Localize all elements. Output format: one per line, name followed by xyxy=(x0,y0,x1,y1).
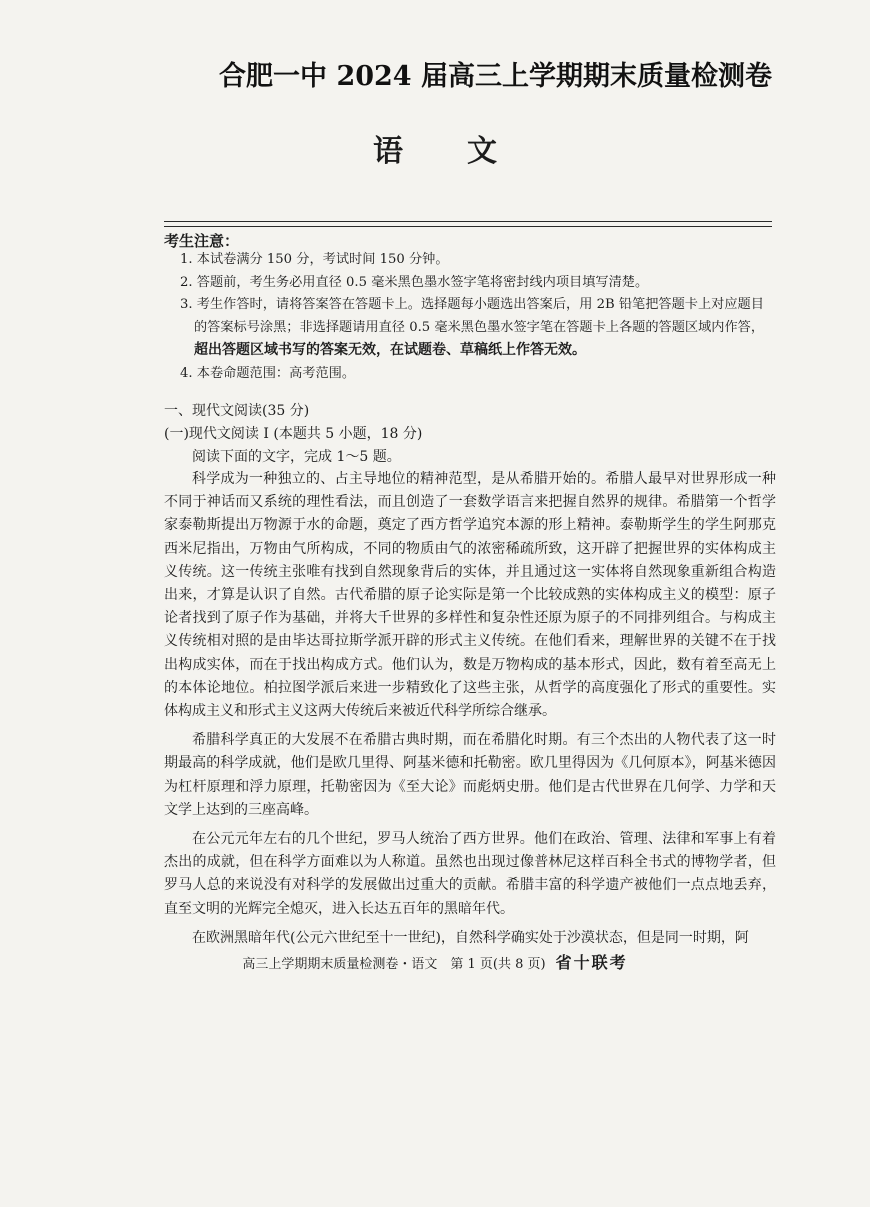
subject-heading xyxy=(0,126,870,170)
passage-paragraph-3: 在公元元年左右的几个世纪，罗马人统治了西方世界。他们在政治、管理、法律和军事上有着杰出的成就，但在科学方面难以为人称道。虽然也出现过像普林尼这样百科全书式的博物学者，但罗马人总的来说没有对科学的发展做出过重大的贡献。希腊丰富的科学遗产被他们一点点地丢弃，直至文明的光辉完全熄灭，进入长达五百年的黑暗年代。 xyxy=(164,831,776,917)
notice-item-3 xyxy=(180,294,775,363)
reading-instruction: 阅读下面的文字，完成 1～5 题。 xyxy=(192,449,401,465)
notice-item-4: 4. 本卷命题范围：高考范围。 xyxy=(180,365,356,381)
notice-item-1: 1. 本试卷满分 150 分，考试时间 150 分钟。 xyxy=(180,252,449,267)
reading-passage xyxy=(164,468,776,956)
footer-text: 高三上学期期末质量检测卷・语文 第 1 页(共 8 页) xyxy=(242,957,546,972)
notice-heading: 考生注意： xyxy=(164,232,240,250)
passage-paragraph-1: 科学成为一种独立的、占主导地位的精神范型，是从希腊开始的。希腊人最早对世界形成一种不同于神话而又系统的理性看法，而且创造了一套数学语言来把握自然界的规律。希腊第一个哲学家泰勒斯提出万物源于水的命题，奠定了西方哲学追究本源的形上精神。泰勒斯学生的学生阿那克西米尼指出，万物由气所构成，不同的物质由气的浓密稀疏所致，这开辟了把握世界的实体构成主义传统。这一传统主张唯有找到自然现象背后的实体，并且通过这一实体将自然现象重新组合构造出来，才算是认识了自然。古代希腊的原子论实际是第一个比较成熟的实体构成主义的模型：原子论者找到了原子作为基础，并将大千世界的多样性和复杂性还原为原子的不同排列组合。与构成主义传统相对照的是由毕达哥拉斯学派开辟的形式主义传统。在他们看来，理解世界的关键不在于找出构成实体，而在于找出构成方式。他们认为，数是万物构成的基本形式，因此，数有着至高无上的本体论地位。柏拉图学派后来进一步精致化了这些主张，从哲学的高度强化了形式的重要性。实体构成主义和形式主义这两大传统后来被近代科学所综合继承。 xyxy=(164,471,776,720)
notice-list xyxy=(180,249,775,385)
footer-stamp: 省十联考 xyxy=(555,953,628,972)
subject-char-1: 语 xyxy=(373,134,403,169)
divider-top xyxy=(164,221,772,222)
exam-title: 合肥一中 2024 届高三上学期期末质量检测卷 xyxy=(219,61,772,92)
notice-item-2: 2. 答题前，考生务必用直径 0.5 毫米黑色墨水签字笔将密封线内项目填写清楚。 xyxy=(180,274,649,290)
subject-char-2: 文 xyxy=(467,134,497,169)
section-heading: 一、现代文阅读(35 分) xyxy=(164,403,310,419)
notice-item-3-bold: 超出答题区域书写的答案无效，在试题卷、草稿纸上作答无效。 xyxy=(194,342,586,358)
passage-paragraph-4: 在欧洲黑暗年代(公元六世纪至十一世纪)，自然科学确实处于沙漠状态，但是同一时期，阿 xyxy=(192,929,749,946)
passage-paragraph-2: 希腊科学真正的大发展不在希腊古典时期，而在希腊化时期。有三个杰出的人物代表了这一时期最高的科学成就，他们是欧几里得、阿基米德和托勒密。欧几里得因为《几何原本》，阿基米德因为杠杆原理和浮力原理，托勒密因为《至大论》而彪炳史册。他们是古代世界在几何学、力学和天文学上达到的三座高峰。 xyxy=(164,732,776,818)
divider-bottom xyxy=(164,226,772,227)
notice-item-3-text: 3. 考生作答时，请将答案答在答题卡上。选择题每小题选出答案后，用 2B 铅笔把答题卡上对应题目的答案标号涂黑；非选择题请用直径 0.5 毫米黑色墨水签字笔在答题卡上各题的答题区域内作答， xyxy=(180,297,765,335)
subsection-heading: (一)现代文阅读 I (本题共 5 小题，18 分) xyxy=(164,426,423,442)
page-footer xyxy=(0,950,870,973)
